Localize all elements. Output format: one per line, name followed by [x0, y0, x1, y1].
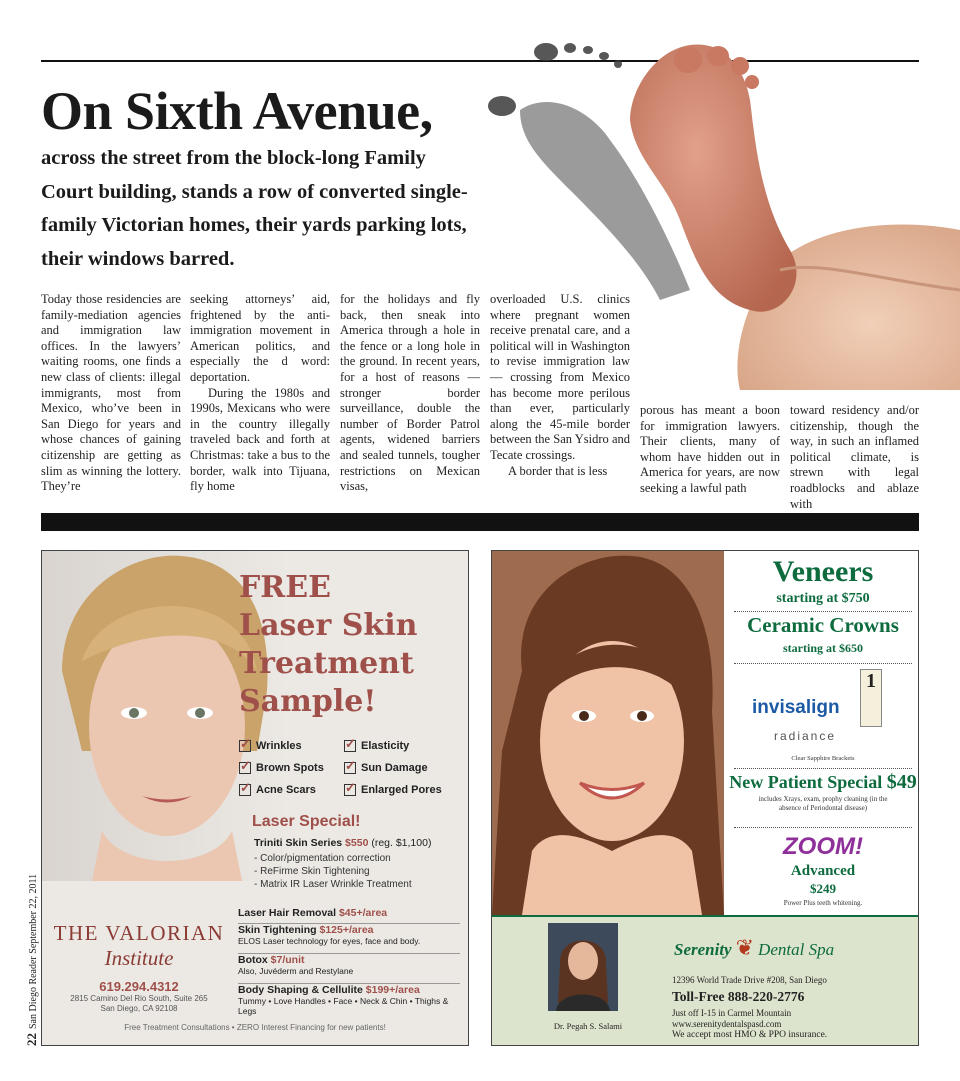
valorian-footer: Free Treatment Consultations • ZERO Interest Financing for new patients!	[124, 1023, 386, 1032]
checkbox-icon	[344, 740, 356, 752]
divider	[734, 611, 912, 612]
smiling-woman-image	[492, 551, 724, 915]
valorian-ad	[41, 550, 469, 1046]
triniti-item: - Matrix IR Laser Wrinkle Treatment	[254, 879, 412, 890]
zoom-logo: ZOOM!	[783, 833, 863, 860]
divider	[734, 827, 912, 828]
checkbox-icon	[344, 784, 356, 796]
serenity-dental-ad	[491, 550, 919, 1046]
spa-insurance: We accept most HMO & PPO insurance.	[672, 1030, 828, 1040]
check-brown-spots: ✓ Brown Spots	[239, 762, 324, 774]
article-column-6: toward residency and/or citizenship, though the way, in such an inflamed political climate, is strewn with legal roadblocks and ablaze with	[790, 403, 919, 511]
spa-website[interactable]: www.serenitydentalspasd.com	[672, 1019, 782, 1029]
article-column-2: seeking attorneys’ aid, frightened by the anti-immigration movement in American politics, and especially the d word: deportation. During the 1980s and 1990s, Mexicans who were in the country illegally traveled back and forth at Christmas: take a bus to the border, walk into Tijuana, fly home	[190, 292, 330, 494]
article-column-4: overloaded U.S. clinics where pregnant women receive prenatal care, and a political will in Washington to revise immigration law — crossing from Mexico has become more perilous than ever, particularly along the 45-mile border between the San Ysidro and Tecate crossings. A border that is less	[490, 292, 630, 478]
spa-directions: Just off I-15 in Carmel Mountain	[672, 1008, 792, 1018]
section-divider-bar	[41, 513, 919, 531]
check-elasticity: ✓ Elasticity	[344, 740, 409, 752]
service-body-shaping: Body Shaping & Cellulite $199+/area Tummy • Love Handles • Face • Neck & Chin • Thighs & Legs	[238, 983, 460, 1016]
award-badge-icon: 1	[860, 669, 882, 727]
checkbox-icon	[239, 784, 251, 796]
crowns-price: starting at $650	[783, 641, 863, 655]
checkbox-icon	[239, 762, 251, 774]
checkbox-icon	[239, 740, 251, 752]
check-wrinkles: ✓ Wrinkles	[239, 740, 302, 752]
doctor-name: Dr. Pegah S. Salami	[553, 1021, 623, 1031]
divider	[734, 663, 912, 664]
article-deck: across the street from the block-long Family Court building, stands a row of converted single-family Victorian homes, their yards parking lots, their windows barred.	[41, 147, 468, 270]
service-botox: Botox $7/unit Also, Juvéderm and Restylane	[238, 953, 460, 976]
divider	[734, 768, 912, 769]
doctor-photo	[548, 923, 618, 1011]
check-sun-damage: ✓ Sun Damage	[344, 762, 428, 774]
spa-address: 12396 World Trade Drive #208, San Diego	[672, 975, 827, 985]
crowns-title: Ceramic Crowns	[747, 613, 899, 637]
valorian-phone: 619.294.4312	[99, 979, 179, 994]
invisalign-logo: invisalign	[752, 697, 840, 718]
triniti-item: - Color/pigmentation correction	[254, 853, 391, 864]
clear-sapphire-text: Clear Sapphire Brackets	[791, 755, 855, 762]
article-column-1: Today those residencies are family-mediation agencies and immigration law offices. In the lawyers’ waiting rooms, one finds a new class of clients: illegal immigrants, most from Mexico, who’ve been in San Diego for years and whose chances of gaining citizenship are getting as slim as winning the lottery. They’re	[41, 292, 181, 494]
page-folio: 22San Diego Reader September 22, 2011	[24, 873, 39, 1046]
advanced-price: $249	[810, 881, 836, 896]
laser-special-title: Laser Special!	[252, 813, 361, 830]
article-column-5: porous has meant a boon for immigration lawyers. Their clients, many of whom have hidden out in America for years, are now seeking a lawful path	[640, 403, 780, 495]
checkbox-icon	[344, 762, 356, 774]
free-laser-headline: FREE Laser Skin Treatment Sample!	[239, 570, 418, 719]
article-column-3: for the holidays and fly back, then sneak into America through a hole in the fence or a long hole in the ground. In recent years, for a host of reasons — stronger border surveillance, double the number of Border Patrol agents, widened barriers and sealed tunnels, tougher restrictions on Mexican visas,	[340, 292, 480, 494]
power-plus-text: Power Plus teeth whitening.	[783, 899, 863, 907]
article-headline: On Sixth Avenue,	[41, 81, 433, 141]
triniti-item: - ReFirme Skin Tightening	[254, 866, 370, 877]
check-acne-scars: ✓ Acne Scars	[239, 784, 316, 796]
new-patient-special: New Patient Special $49	[729, 771, 917, 793]
veneers-title: Veneers	[772, 555, 874, 588]
check-enlarged-pores: ✓ Enlarged Pores	[344, 784, 442, 796]
spa-toll-free: Toll-Free 888-220-2776	[672, 989, 805, 1004]
radiance-logo: radiance	[774, 729, 837, 743]
serenity-contact-panel	[492, 915, 918, 1046]
valorian-logo: THE VALORIAN Institute 619.294.4312 2815 Camino Del Rio South, Suite 265 San Diego, CA 92108	[50, 921, 228, 1014]
triniti-offer: Triniti Skin Series $550 (reg. $1,100)	[254, 837, 432, 849]
flower-icon: ❦	[735, 935, 755, 960]
service-skin-tightening: Skin Tightening $125+/area ELOS Laser technology for eyes, face and body.	[238, 923, 460, 946]
new-patient-desc: includes Xrays, exam, prophy cleaning (in the absence of Periodontal disease)	[758, 795, 888, 812]
advanced-title: Advanced	[790, 863, 856, 879]
service-hair-removal: Laser Hair Removal $45+/area	[238, 907, 388, 919]
veneers-price: starting at $750	[776, 591, 870, 606]
serenity-logo: Serenity ❦ Dental Spa	[674, 935, 835, 960]
